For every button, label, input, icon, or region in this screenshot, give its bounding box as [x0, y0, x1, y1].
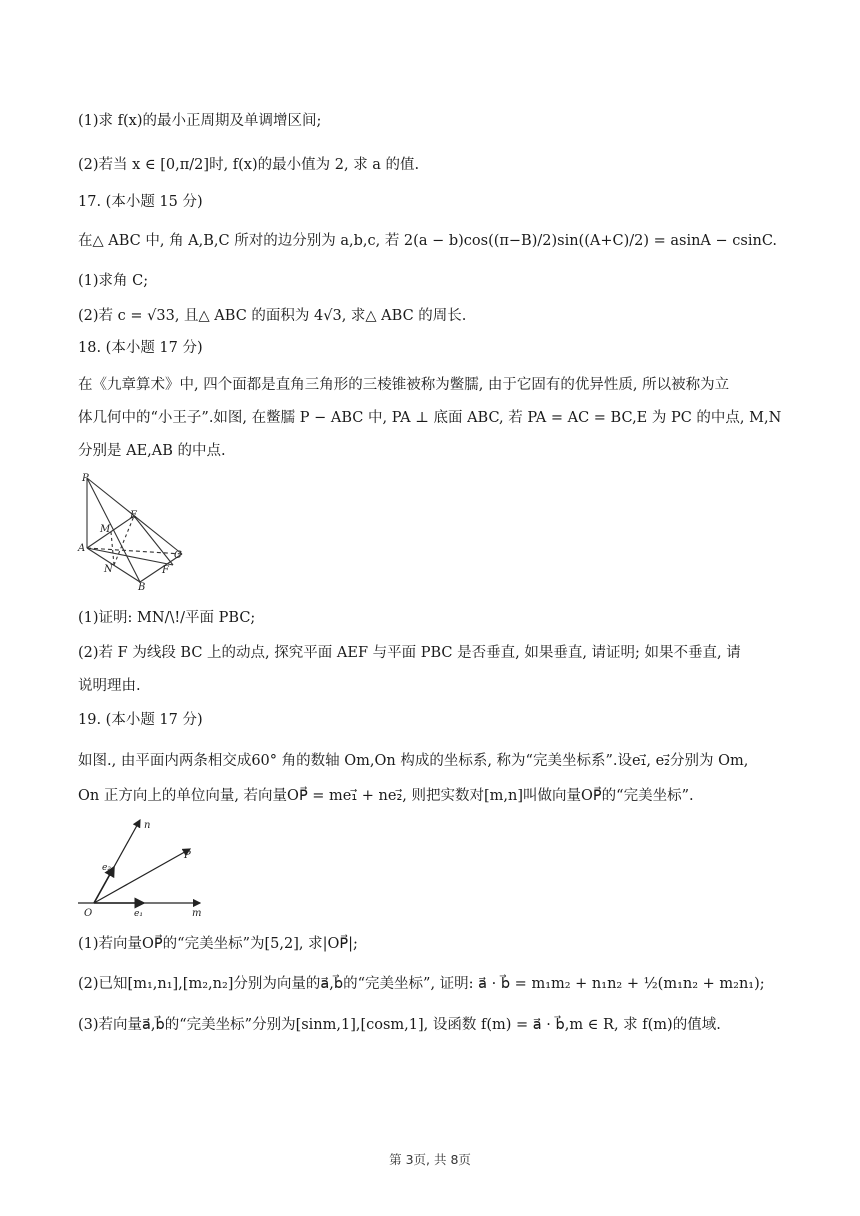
q16-part1: (1)求 f(x)的最小正周期及单调增区间; [78, 113, 322, 129]
figure-label-origin: O [84, 908, 93, 919]
q18-header: 18. (本小题 17 分) [78, 340, 203, 356]
page-footer: 第 3页, 共 8页 [389, 1152, 471, 1167]
figure-label-a: A [78, 543, 86, 554]
q19-stem-line1: 如图., 由平面内两条相交成60° 角的数轴 Om,On 构成的坐标系, 称为“完美坐标系”.设e₁⃗, e₂⃗分别为 Om, [78, 753, 749, 769]
figure-label-e2: e₂ [102, 863, 111, 873]
q17-stem: 在△ ABC 中, 角 A,B,C 所对的边分别为 a,b,c, 若 2(a − b)cos((π−B)/2)sin((A+C)/2) = asinA − csinC. [78, 233, 778, 249]
q19-part2: (2)已知[m₁,n₁],[m₂,n₂]分别为向量的a⃗,b⃗的“完美坐标”, 证明: a⃗ · b⃗ = m₁m₂ + n₁n₂ + ½(m₁n₂ + m₂n₁); [78, 976, 765, 992]
q18-tetrahedron-figure [76, 472, 196, 594]
q18-stem-line1: 在《九章算术》中, 四个面都是直角三角形的三棱锥被称为鳖臑, 由于它固有的优异性质, 所以被称为立 [78, 377, 730, 393]
q17-part1: (1)求角 C; [78, 273, 149, 289]
q16-part2: (2)若当 x ∈ [0,π/2]时, f(x)的最小值为 2, 求 a 的值. [78, 157, 420, 173]
q19-part3: (3)若向量a⃗,b⃗的“完美坐标”分别为[sinm,1],[cosm,1], 设函数 f(m) = a⃗ · b⃗,m ∈ R, 求 f(m)的值域. [78, 1017, 721, 1033]
q18-stem-line3: 分别是 AE,AB 的中点. [78, 443, 226, 459]
q19-coordinate-figure [76, 812, 212, 922]
q17-header: 17. (本小题 15 分) [78, 194, 203, 210]
figure-label-c: C [174, 550, 182, 561]
figure-label-p: P [82, 473, 89, 484]
q19-stem-line2: On 正方向上的单位向量, 若向量OP⃗ = me₁⃗ + ne₂⃗, 则把实数对[m,n]叫做向量OP⃗的“完美坐标”. [78, 788, 694, 804]
q18-part1: (1)证明: MN/\!/平面 PBC; [78, 610, 256, 626]
figure-label-e1: e₁ [134, 909, 143, 919]
figure-label-m-axis: m [192, 908, 202, 919]
figure-label-n: N [104, 564, 113, 575]
figure-label-f: F [162, 565, 169, 576]
q19-header: 19. (本小题 17 分) [78, 712, 203, 728]
figure-label-point-p: P [184, 850, 191, 861]
figure-label-m: M [100, 524, 111, 535]
figure-label-n-axis: n [144, 820, 151, 831]
q18-stem-line2: 体几何中的“小王子”.如图, 在鳖臑 P − ABC 中, PA ⊥ 底面 ABC, 若 PA = AC = BC,E 为 PC 的中点, M,N [78, 410, 782, 426]
q17-part2: (2)若 c = √33, 且△ ABC 的面积为 4√3, 求△ ABC 的周长. [78, 308, 467, 324]
figure-label-e: E [130, 510, 138, 521]
q19-part1: (1)若向量OP⃗的“完美坐标”为[5,2], 求|OP⃗|; [78, 936, 358, 952]
q18-part2-line1: (2)若 F 为线段 BC 上的动点, 探究平面 AEF 与平面 PBC 是否垂直, 如果垂直, 请证明; 如果不垂直, 请 [78, 645, 741, 661]
q18-part2-line2: 说明理由. [78, 678, 141, 694]
figure-label-b: B [138, 582, 146, 593]
